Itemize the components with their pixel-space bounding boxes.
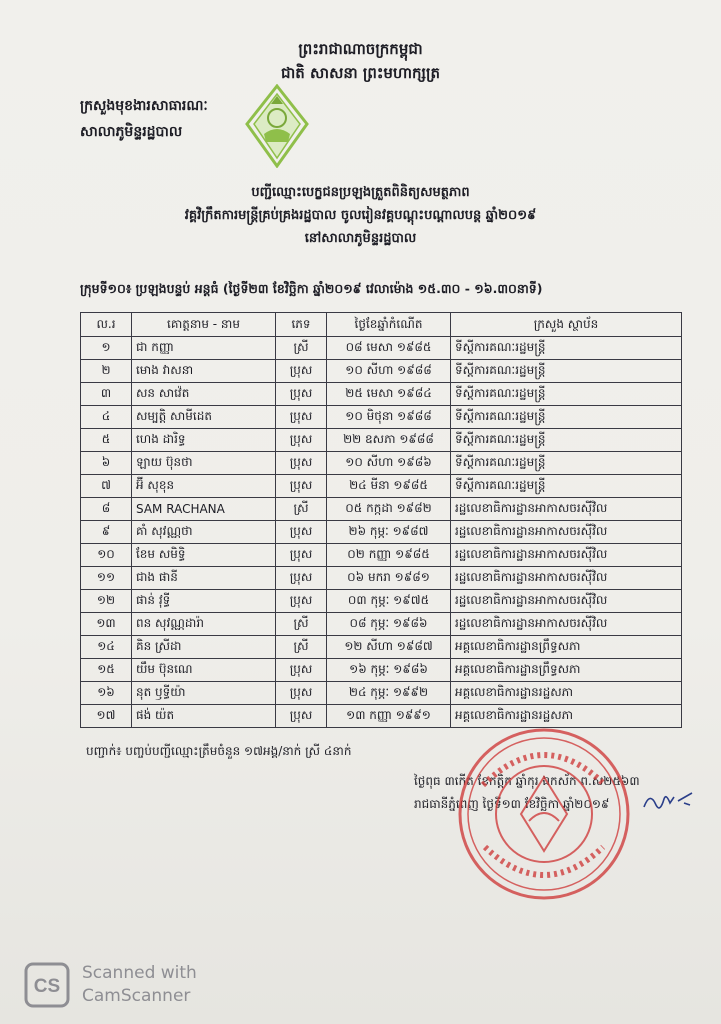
cell-name: អ៊ី សុខុន [132,475,276,498]
cell-name: យឹម ប៊ុនណេ [132,659,276,682]
cell-sex: ប្រុស [276,567,327,590]
school-emblem-icon [244,84,310,168]
col-header-name: គោត្តនាម - នាម [132,313,276,337]
cell-no: ១៥ [81,659,132,682]
group-session-line: ក្រុមទី១០៖ ប្រឡងបន្ទប់ អន្តធំ (ថ្ងៃទី២៣ ខែវិច្ឆិកា ឆ្នាំ២០១៩ វេលាម៉ោង ១៥.៣០ - ១៦.៣០នាទី) [80,281,543,296]
cell-no: ១៦ [81,682,132,705]
scanner-line1: Scanned with [82,963,197,983]
col-header-sex: ភេទ [276,313,327,337]
cell-institution: ទីស្តីការគណៈរដ្ឋមន្ត្រី [451,337,682,360]
table-row [81,544,682,567]
cell-name: សម្បត្តិ សាមីដេត [132,406,276,429]
solar-date: រាជធានីភ្នំពេញ ថ្ងៃទី១៣ ខែវិច្ឆិកា ឆ្នាំ២០១៩ [414,797,610,811]
cell-no: ៥ [81,429,132,452]
cell-sex: ស្រី [276,337,327,360]
cell-sex: ប្រុស [276,521,327,544]
cell-dob: ១២ សីហា ១៩៨៧ [327,636,451,659]
cell-sex: ប្រុស [276,452,327,475]
cell-sex: ប្រុស [276,406,327,429]
cell-dob: ០៨ កុម្ភៈ ១៩៨៦ [327,613,451,636]
cell-no: ៣ [81,383,132,406]
cell-dob: ២៤ មីនា ១៩៨៥ [327,475,451,498]
cell-institution: ទីស្តីការគណៈរដ្ឋមន្ត្រី [451,383,682,406]
cell-no: ១០ [81,544,132,567]
table-row [81,613,682,636]
table-row [81,360,682,383]
cell-institution: រដ្ឋលេខាធិការដ្ឋានអាកាសចរស៊ីវិល [451,613,682,636]
cell-no: ២ [81,360,132,383]
cell-sex: ប្រុស [276,705,327,728]
signature-icon [640,787,700,815]
cell-dob: ១០ សីហា ១៩៨៨ [327,360,451,383]
cell-no: ១៤ [81,636,132,659]
cell-institution: រដ្ឋលេខាធិការដ្ឋានអាកាសចរស៊ីវិល [451,590,682,613]
table-row [81,659,682,682]
cell-institution: ទីស្តីការគណៈរដ្ឋមន្ត្រី [451,406,682,429]
cell-dob: ១០ មិថុនា ១៩៨៨ [327,406,451,429]
cell-institution: ទីស្តីការគណៈរដ្ឋមន្ត្រី [451,360,682,383]
cell-sex: ស្រី [276,636,327,659]
cell-name: ផង់ យ៉ត [132,705,276,728]
cell-name: មោង វាសនា [132,360,276,383]
col-header-institution: ក្រសួង ស្ថាប័ន [451,313,682,337]
cell-name: នុត ឫទ្ធីយ៉ា [132,682,276,705]
cell-sex: ប្រុស [276,590,327,613]
cell-name: SAM RACHANA [132,498,276,521]
cell-sex: ប្រុស [276,682,327,705]
table-row [81,498,682,521]
table-row [81,429,682,452]
cell-sex: ប្រុស [276,475,327,498]
cell-name: គិន ស្រីដា [132,636,276,659]
cell-no: ៦ [81,452,132,475]
table-row [81,521,682,544]
cell-institution: រដ្ឋលេខាធិការដ្ឋានអាកាសចរស៊ីវិល [451,521,682,544]
cell-dob: ០៦ មករា ១៩៨១ [327,567,451,590]
lunar-date: ថ្ងៃពុធ ៣កើត ខែកត្តិក ឆ្នាំកុរ ឯកស័ក ព.ស២៥៦៣ [414,774,640,788]
school-name: សាលាភូមិន្ទរដ្ឋបាល [80,124,183,140]
svg-text:CS: CS [33,976,61,997]
cell-dob: ០២ កញ្ញា ១៩៨៥ [327,544,451,567]
cell-name: គាំ សុវណ្ណថា [132,521,276,544]
cell-institution: ទីស្តីការគណៈរដ្ឋមន្ត្រី [451,452,682,475]
cell-institution: រដ្ឋលេខាធិការដ្ឋានអាកាសចរស៊ីវិល [451,498,682,521]
cell-no: ៩ [81,521,132,544]
cell-dob: ២៥ មេសា ១៩៨៤ [327,383,451,406]
scanner-line2: CamScanner [82,986,191,1006]
table-row [81,406,682,429]
candidate-table [80,312,682,728]
table-row [81,475,682,498]
cell-name: ខែម សមិទ្ធិ [132,544,276,567]
cell-sex: ស្រី [276,498,327,521]
cell-dob: ០៥ កក្កដា ១៩៨២ [327,498,451,521]
document-location: នៅសាលាភូមិន្ទរដ្ឋបាល [304,231,417,246]
cell-sex: ប្រុស [276,429,327,452]
cell-no: ១១ [81,567,132,590]
cell-name: ផាន់ វុទ្ធី [132,590,276,613]
cell-institution: រដ្ឋលេខាធិការដ្ឋានអាកាសចរស៊ីវិល [451,544,682,567]
cell-no: ៤ [81,406,132,429]
cell-institution: រដ្ឋលេខាធិការដ្ឋានអាកាសចរស៊ីវិល [451,567,682,590]
table-row [81,383,682,406]
cell-dob: ១៣ កញ្ញា ១៩៩១ [327,705,451,728]
cell-dob: ២៤ កុម្ភៈ ១៩៩២ [327,682,451,705]
kingdom-title: ព្រះរាជាណាចក្រកម្ពុជា [298,40,423,58]
cell-sex: ប្រុស [276,383,327,406]
cell-name: ហេង ដារិទ្ធ [132,429,276,452]
cell-no: ៨ [81,498,132,521]
col-header-dob: ថ្ងៃខែឆ្នាំកំណើត [327,313,451,337]
cell-sex: ស្រី [276,613,327,636]
cell-institution: អគ្គលេខាធិការដ្ឋានព្រឹទ្ធសភា [451,636,682,659]
cell-no: ១ [81,337,132,360]
cell-institution: អគ្គលេខាធិការដ្ឋានរដ្ឋសភា [451,682,682,705]
cell-no: ១៣ [81,613,132,636]
cell-dob: ០៣ កុម្ភៈ ១៩៧៥ [327,590,451,613]
cell-institution: ទីស្តីការគណៈរដ្ឋមន្ត្រី [451,475,682,498]
cell-dob: ២៦ កុម្ភៈ ១៩៨៧ [327,521,451,544]
table-row [81,636,682,659]
document-subtitle: វគ្គវិក្រឹតការមន្ត្រីគ្រប់គ្រងរដ្ឋបាល ចូលរៀនវគ្គបណ្តុះបណ្តាលបន្ត ឆ្នាំ២០១៩ [184,208,537,223]
cell-no: ១៧ [81,705,132,728]
cell-dob: ១៦ កុម្ភៈ ១៩៨៦ [327,659,451,682]
cell-dob: ១០ សីហា ១៩៨៦ [327,452,451,475]
ministry-name: ក្រសួងមុខងារសាធារណៈ [80,98,208,114]
cell-dob: ០៨ មេសា ១៩៨៥ [327,337,451,360]
cell-institution: ទីស្តីការគណៈរដ្ឋមន្ត្រី [451,429,682,452]
table-header-row [81,313,682,337]
col-header-no: ល.រ [81,313,132,337]
cell-dob: ២២ ឧសភា ១៩៨៨ [327,429,451,452]
camscanner-logo-icon [24,962,70,1008]
cell-sex: ប្រុស [276,659,327,682]
cell-name: ជា កញ្ញា [132,337,276,360]
table-row [81,452,682,475]
cell-no: ១២ [81,590,132,613]
cell-no: ៧ [81,475,132,498]
cell-sex: ប្រុស [276,360,327,383]
cell-name: ឡាយ ប៊ុនថា [132,452,276,475]
cell-name: សន សាវ៉េត [132,383,276,406]
national-motto: ជាតិ សាសនា ព្រះមហាក្សត្រ [281,64,440,82]
document-title: បញ្ជីឈ្មោះបេក្ខជនប្រឡងត្រួតពិនិត្យសមត្ថភាព [251,185,470,200]
cell-sex: ប្រុស [276,544,327,567]
table-row [81,337,682,360]
footer-note: បញ្ជាក់៖ បញ្ចប់បញ្ជីឈ្មោះត្រឹមចំនួន ១៧អង្គ/នាក់ ស្រី ៤នាក់ [86,744,352,758]
cell-institution: អគ្គលេខាធិការដ្ឋានព្រឹទ្ធសភា [451,659,682,682]
table-row [81,682,682,705]
cell-name: ពន សុវណ្ណដារ៉ា [132,613,276,636]
official-stamp-icon [455,725,633,903]
table-row [81,567,682,590]
table-row [81,590,682,613]
cell-name: ជាង ផានី [132,567,276,590]
cell-institution: អគ្គលេខាធិការដ្ឋានរដ្ឋសភា [451,705,682,728]
